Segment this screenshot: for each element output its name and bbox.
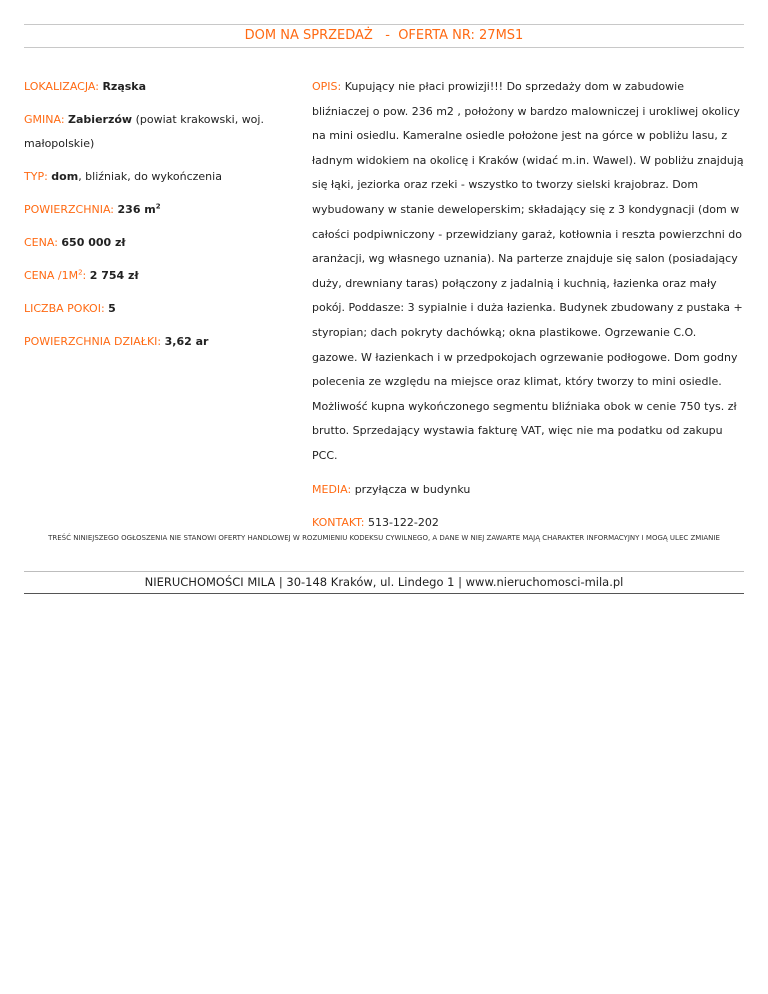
- offer-title: DOM NA SPRZEDAŻ - OFERTA NR: 27MS1: [24, 24, 744, 48]
- media-row: [312, 478, 744, 503]
- description-paragraph: [312, 75, 744, 469]
- price-per-m2-value: 2 754 zł: [89, 269, 139, 282]
- description-text: Kupujący nie płaci prowizji!!! Do sprzedaży dom w zabudowie bliźniaczej o pow. 236 m2 , położony w bardzo malowniczej i urokliwej okolicy na mini osiedlu. Kameralne osiedle położone jest na górce w pobliżu lasu, z ładnym widokiem na okolicę i Kraków (widać m.in. Wawel). W pobliżu znajdują się łąki, jeziorka oraz rzeki - wszystko to tworzy sielski krajobraz. Dom wybudowany w stanie deweloperskim; składający się z 3 kondygnacji (dom w całości podpiwniczony - przewidziany garaż, kotłownia i reszta powierzchni do aranżacji, wg własnego uznania). Na parterze znajduje się salon (posiadający duży, drewniany taras) połączony z jadalnią i kuchnią, łazienka oraz mały pokój. Poddasze: 3 sypialnie i duża łazienka. Budynek zbudowany z pustaka + styropian; dach pokryty dachówką; okna plastikowe. Ogrzewanie C.O. gazowe. W łazienkach i w przedpokojach ogrzewanie podłogowe. Dom godny polecenia ze względu na miejsce oraz klimat, który tworzy to mini osiedle. Możliwość kupna wykończonego segmentu bliźniaka obok w cenie 750 tys. zł brutto. Sprzedający wystawia fakturę VAT, więc nie ma podatku od zakupu PCC.: [312, 80, 744, 462]
- media-label: MEDIA:: [312, 482, 352, 496]
- gmina-label: GMINA:: [24, 113, 65, 126]
- location-value: Rząska: [102, 80, 147, 93]
- property-details: [24, 75, 274, 363]
- location-label: LOKALIZACJA:: [24, 80, 99, 93]
- rooms-label: LICZBA POKOI:: [24, 302, 105, 315]
- rooms-value: 5: [108, 302, 116, 315]
- gmina-row: [24, 108, 274, 156]
- price-row: [24, 231, 274, 255]
- gmina-value: Zabierzów: [68, 113, 133, 126]
- location-row: [24, 75, 274, 99]
- type-value: dom: [51, 170, 79, 183]
- price-per-m2-label: [24, 269, 86, 282]
- price-per-m2-label-colon: :: [82, 269, 87, 282]
- gmina-extra: (powiat krakowski, woj. małopolskie): [24, 113, 264, 150]
- area-unit-sup: 2: [155, 202, 161, 211]
- contact-label: KONTAKT:: [312, 516, 365, 530]
- property-description: [312, 75, 744, 545]
- area-value: 236 m: [117, 203, 156, 216]
- rooms-row: [24, 297, 274, 321]
- media-value: przyłącza w budynku: [354, 482, 471, 496]
- legal-disclaimer: TREŚĆ NINIEJSZEGO OGŁOSZENIA NIE STANOWI OFERTY HANDLOWEJ W ROZUMIENIU KODEKSU CYWILNEGO, A DANE W NIEJ ZAWARTE MAJĄ CHARAKTER INFORMACYJNY I MOGĄ ULEC ZMIANIE: [48, 534, 720, 542]
- plot-area-label: POWIERZCHNIA DZIAŁKI:: [24, 335, 162, 348]
- type-label: TYP:: [24, 170, 48, 183]
- plot-area-value: 3,62 ar: [164, 335, 209, 348]
- area-label: POWIERZCHNIA:: [24, 203, 115, 216]
- price-per-m2-label-sup: 2: [78, 268, 83, 277]
- type-row: [24, 165, 274, 189]
- type-extra: , bliźniak, do wykończenia: [78, 170, 222, 183]
- description-label: OPIS:: [312, 80, 342, 93]
- price-per-m2-label-text: CENA /1M: [24, 269, 79, 282]
- agency-footer: NIERUCHOMOŚCI MILA | 30-148 Kraków, ul. Lindego 1 | www.nieruchomosci-mila.pl: [24, 571, 744, 594]
- price-label: CENA:: [24, 236, 58, 249]
- price-value: 650 000 zł: [61, 236, 126, 249]
- area-row: [24, 198, 274, 222]
- price-per-m2-row: [24, 264, 274, 288]
- contact-value: 513-122-202: [367, 516, 439, 530]
- plot-area-row: [24, 330, 274, 354]
